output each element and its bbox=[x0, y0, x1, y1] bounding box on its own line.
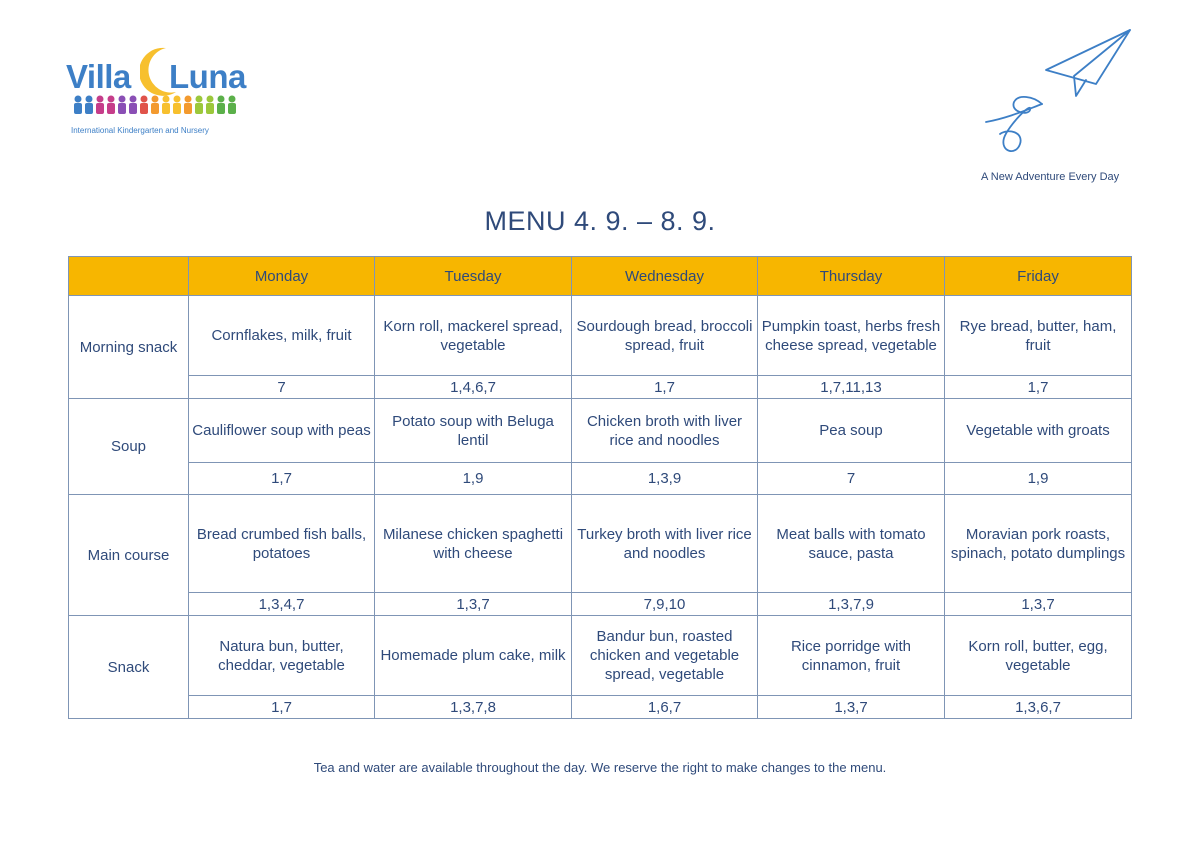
allergen-cell: 1,7 bbox=[572, 376, 758, 399]
dish-cell: Potato soup with Beluga lentil bbox=[375, 399, 572, 463]
allergen-cell: 1,7 bbox=[189, 463, 375, 495]
day-header-thursday: Thursday bbox=[758, 257, 945, 296]
dish-cell: Homemade plum cake, milk bbox=[375, 616, 572, 696]
dish-cell: Korn roll, butter, egg, vegetable bbox=[945, 616, 1132, 696]
dish-cell: Cauliflower soup with peas bbox=[189, 399, 375, 463]
allergen-cell: 1,3,6,7 bbox=[945, 696, 1132, 719]
dish-cell: Bandur bun, roasted chicken and vegetable spread, vegetable bbox=[572, 616, 758, 696]
menu-table bbox=[68, 256, 1132, 719]
row-label-morning-snack: Morning snack bbox=[69, 296, 189, 399]
allergen-row bbox=[69, 696, 1132, 719]
villa-luna-logo bbox=[66, 44, 246, 140]
allergen-cell: 1,7,11,13 bbox=[758, 376, 945, 399]
allergen-cell: 1,7 bbox=[945, 376, 1132, 399]
allergen-cell: 1,3,7 bbox=[758, 696, 945, 719]
logo-word-luna: Luna bbox=[169, 58, 246, 95]
dish-cell: Meat balls with tomato sauce, pasta bbox=[758, 495, 945, 593]
dish-cell: Bread crumbed fish balls, potatoes bbox=[189, 495, 375, 593]
allergen-cell: 7 bbox=[189, 376, 375, 399]
dish-cell: Milanese chicken spaghetti with cheese bbox=[375, 495, 572, 593]
tagline: A New Adventure Every Day bbox=[981, 171, 1120, 183]
allergen-cell: 1,9 bbox=[375, 463, 572, 495]
dish-cell: Cornflakes, milk, fruit bbox=[189, 296, 375, 376]
allergen-row bbox=[69, 463, 1132, 495]
day-header-tuesday: Tuesday bbox=[375, 257, 572, 296]
table-row bbox=[69, 399, 1132, 463]
allergen-cell: 1,9 bbox=[945, 463, 1132, 495]
dish-cell: Moravian pork roasts, spinach, potato dumplings bbox=[945, 495, 1132, 593]
day-header-friday: Friday bbox=[945, 257, 1132, 296]
day-header-monday: Monday bbox=[189, 257, 375, 296]
allergen-cell: 1,3,7 bbox=[945, 593, 1132, 616]
paper-plane-icon bbox=[978, 26, 1138, 166]
table-row bbox=[69, 296, 1132, 376]
day-header-wednesday: Wednesday bbox=[572, 257, 758, 296]
allergen-cell: 1,3,9 bbox=[572, 463, 758, 495]
dish-cell: Natura bun, butter, cheddar, vegetable bbox=[189, 616, 375, 696]
dish-cell: Chicken broth with liver rice and noodles bbox=[572, 399, 758, 463]
allergen-row bbox=[69, 376, 1132, 399]
allergen-cell: 7 bbox=[758, 463, 945, 495]
dish-cell: Rice porridge with cinnamon, fruit bbox=[758, 616, 945, 696]
dish-cell: Rye bread, butter, ham, fruit bbox=[945, 296, 1132, 376]
dish-cell: Pumpkin toast, herbs fresh cheese spread, vegetable bbox=[758, 296, 945, 376]
allergen-cell: 1,6,7 bbox=[572, 696, 758, 719]
dish-cell: Turkey broth with liver rice and noodles bbox=[572, 495, 758, 593]
row-label-snack: Snack bbox=[69, 616, 189, 719]
row-label-main-course: Main course bbox=[69, 495, 189, 616]
table-row bbox=[69, 616, 1132, 696]
page-title: MENU 4. 9. – 8. 9. bbox=[484, 206, 716, 236]
allergen-cell: 1,3,7 bbox=[375, 593, 572, 616]
footer-note: Tea and water are available throughout the day. We reserve the right to make changes to the menu. bbox=[313, 760, 887, 775]
logo-subtitle: International Kindergarten and Nursery bbox=[71, 126, 209, 135]
table-header-row bbox=[69, 257, 1132, 296]
header-corner bbox=[69, 257, 189, 296]
allergen-cell: 1,3,4,7 bbox=[189, 593, 375, 616]
dish-cell: Sourdough bread, broccoli spread, fruit bbox=[572, 296, 758, 376]
allergen-cell: 7,9,10 bbox=[572, 593, 758, 616]
dish-cell: Korn roll, mackerel spread, vegetable bbox=[375, 296, 572, 376]
allergen-cell: 1,4,6,7 bbox=[375, 376, 572, 399]
children-row-icon bbox=[72, 94, 240, 116]
table-row bbox=[69, 495, 1132, 593]
allergen-cell: 1,3,7,9 bbox=[758, 593, 945, 616]
row-label-soup: Soup bbox=[69, 399, 189, 495]
allergen-row bbox=[69, 593, 1132, 616]
dish-cell: Vegetable with groats bbox=[945, 399, 1132, 463]
dish-cell: Pea soup bbox=[758, 399, 945, 463]
logo-word-villa: Villa bbox=[66, 58, 131, 95]
allergen-cell: 1,7 bbox=[189, 696, 375, 719]
allergen-cell: 1,3,7,8 bbox=[375, 696, 572, 719]
